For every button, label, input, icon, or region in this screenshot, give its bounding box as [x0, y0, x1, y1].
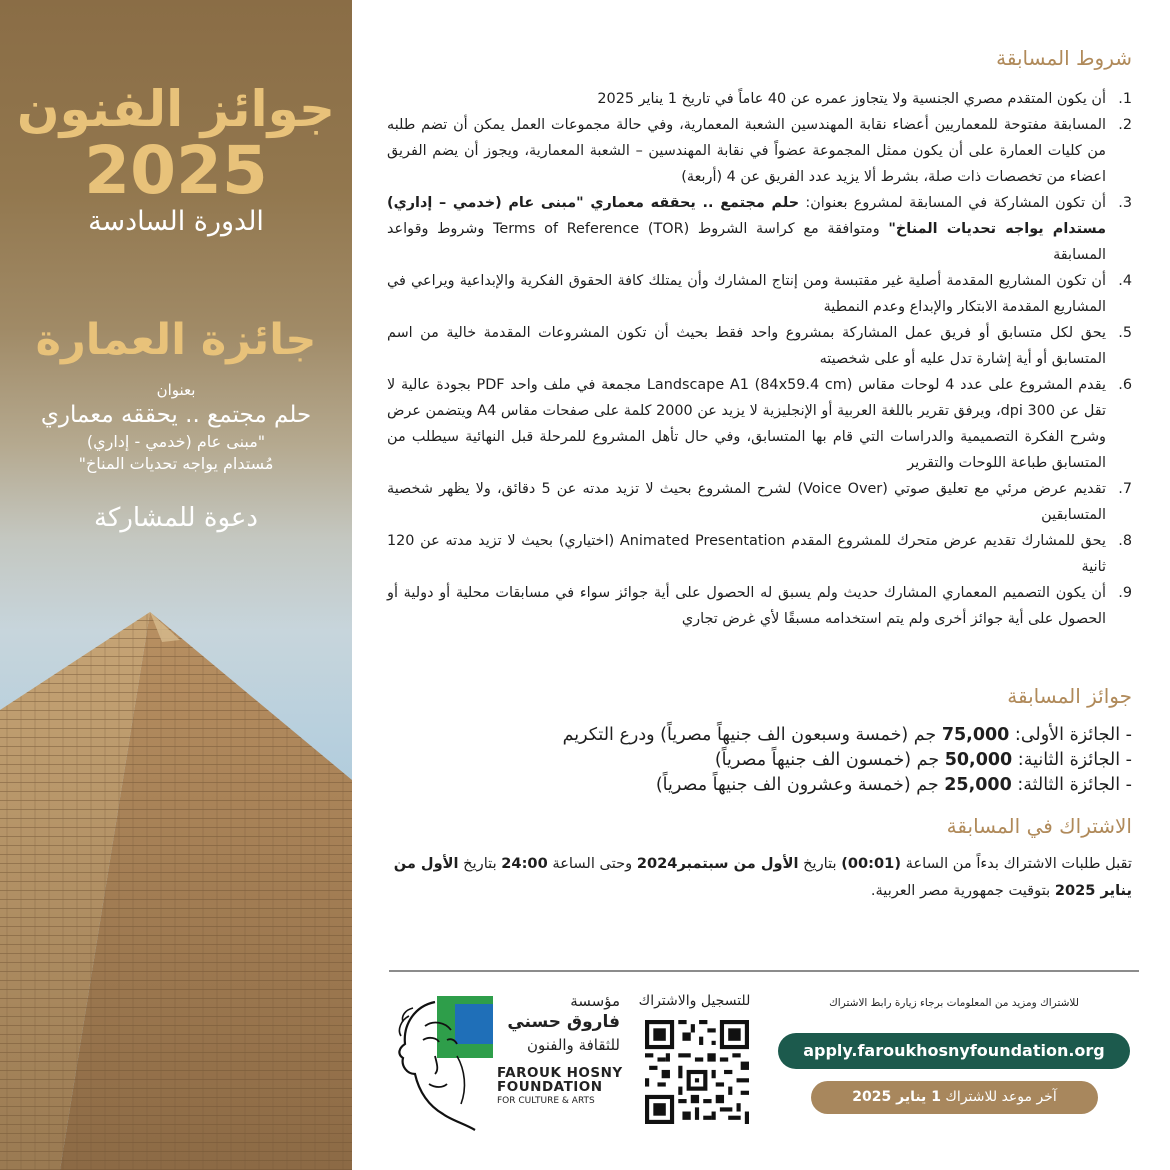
prize-item: - الجائزة الأولى: 75,000 جم (خمسة وسبعون الف جنيهاً مصرياً) ودرع التكريم [562, 725, 1132, 745]
condition-item: 2. المسابقة مفتوحة للمعماريين أعضاء نقابة المهندسين الشعبة المعمارية، وفي حالة مجموعات العمل يمكن أن تضم طلبه من كليات العمارة على أن يكون ممثل المجموعة عضواً في نقابة المهندسين – الشعبة المعمارية، ويجوز أن يضم الفريق اعضاء من تخصصات ذات صلة، بشرط ألا يزيد عدد الفريق عن 4 (أربعة) [387, 117, 1132, 185]
condition-item: 3. أن تكون المشاركة في المسابقة لمشروع بعنوان: حلم مجتمع .. يحققه معماري "مبنى عام (خدمي – إداري) مستدام يواجه تحديات المناخ" ومتوافقة مع كراسة الشروط Terms of Reference (TOR) وشروط وقواعد المسابقة [387, 195, 1132, 263]
conditions-heading: شروط المسابقة [996, 46, 1132, 70]
awards-year: 2025 [84, 132, 268, 209]
qr-code-icon[interactable] [645, 1020, 749, 1124]
registration-note: للاشتراك ومزيد من المعلومات برجاء زيارة رابط الاشتراك [829, 997, 1079, 1009]
edition-label: الدورة السادسة [88, 206, 264, 237]
participation-heading: الاشتراك في المسابقة [946, 814, 1132, 838]
condition-item: 4. أن تكون المشاريع المقدمة أصلية غير مقتبسة ومن إنتاج المشارك وأن يمتلك كافة الحقوق الفكرية والإبداعية ويراعي في المشاريع المقدمة الابتكار والإبداع وعدم النمطية [387, 273, 1132, 315]
foundation-logo-icon [395, 996, 495, 1132]
deadline-badge: آخر موعد للاشتراك 1 يناير 2025 [811, 1081, 1098, 1114]
condition-item: 5. يحق لكل متسابق أو فريق عمل المشاركة بمشروع واحد فقط بحيث أن تكون المشروعات المقدمة خالية من اسم المتسابق أو أية إشارة تدل عليه أو على شخصيته [387, 325, 1132, 367]
prize-item: - الجائزة الثانية: 50,000 جم (خمسون الف جنيهاً مصرياً) [714, 750, 1132, 770]
left-panel [0, 0, 352, 1170]
foundation-name-ar-2: فاروق حسني [507, 1012, 620, 1032]
awards-title: جوائز الفنون [16, 80, 336, 138]
prize-item: - الجائزة الثالثة: 25,000 جم (خمسة وعشرون الف جنيهاً مصرياً) [655, 775, 1132, 795]
condition-item: 1. أن يكون المتقدم مصري الجنسية ولا يتجاوز عمره عن 40 عاماً في تاريخ 1 يناير 2025 [597, 91, 1132, 107]
invitation-label: دعوة للمشاركة [94, 503, 258, 533]
foundation-name-en-1: FAROUK HOSNY [497, 1065, 623, 1081]
prizes-heading: جوائز المسابقة [1007, 684, 1132, 708]
prizes-list [387, 723, 1132, 798]
participation-text: تقبل طلبات الاشتراك بدءاً من الساعة (00:01) بتاريخ الأول من سبتمبر2024 وحتى الساعة 24:00 بتاريخ الأول من يناير 2025 بتوقيت جمهورية مصر العربية. [393, 855, 1132, 899]
titled-label: بعنوان [156, 381, 196, 399]
condition-item: 6. يقدم المشروع على عدد 4 لوحات مقاس Landscape A1 (84x59.4 cm) مجمعة في ملف واحد PDF بجودة عالية لا تقل عن dpi 300، ويرفق تقرير باللغة العربية أو الإنجليزية لا يزيد عن 2000 كلمة على صفحات مقاس A4 ويتضمن عرض وشرح الفكرة التصميمية والدراسات التي قام بها المتسابق، وفي حال تأهل المشروع للمرحلة قبل النهائية سيطلب من المتسابق طباعة اللوحات والتقرير [387, 377, 1132, 471]
architecture-award-title: جائزة العمارة [35, 315, 317, 365]
register-label: للتسجيل والاشتراك [638, 993, 751, 1009]
conditions-list [387, 86, 1132, 632]
condition-item: 7. تقديم عرض مرئي مع تعليق صوتي (Voice Over) لشرح المشروع بحيث لا تزيد مدته عن 5 دقائق، ولا يظهر شخصية المتسابقين [387, 481, 1132, 523]
theme-subtitle-1: "مبنى عام (خدمي - إداري) [86, 432, 266, 451]
foundation-name-ar-1: مؤسسة [570, 992, 620, 1010]
condition-item: 9. أن يكون التصميم المعماري المشارك حديث ولم يسبق له الحصول على أية جوائز سواء في مسابقات محلية أو دولية أو الحصول على أية جوائز أخرى ولم يتم استخدامه مسبقًا لأي غرض تجاري [387, 585, 1132, 627]
registration-link-button[interactable]: apply.faroukhosnyfoundation.org [778, 1033, 1130, 1069]
foundation-name-ar-3: للثقافة والفنون [526, 1036, 620, 1054]
foundation-name-en-3: FOR CULTURE & ARTS [497, 1096, 595, 1106]
footer-divider [389, 970, 1139, 972]
condition-item: 8. يحق للمشارك تقديم عرض متحرك للمشروع المقدم Animated Presentation (اختياري) بحيث لا تزيد مدته عن 120 ثانية [387, 533, 1132, 575]
competition-theme: حلم مجتمع .. يحققه معماري [40, 402, 312, 428]
foundation-name-en-2: FOUNDATION [497, 1079, 603, 1095]
theme-subtitle-2: مُستدام يواجه تحديات المناخ" [78, 454, 274, 473]
